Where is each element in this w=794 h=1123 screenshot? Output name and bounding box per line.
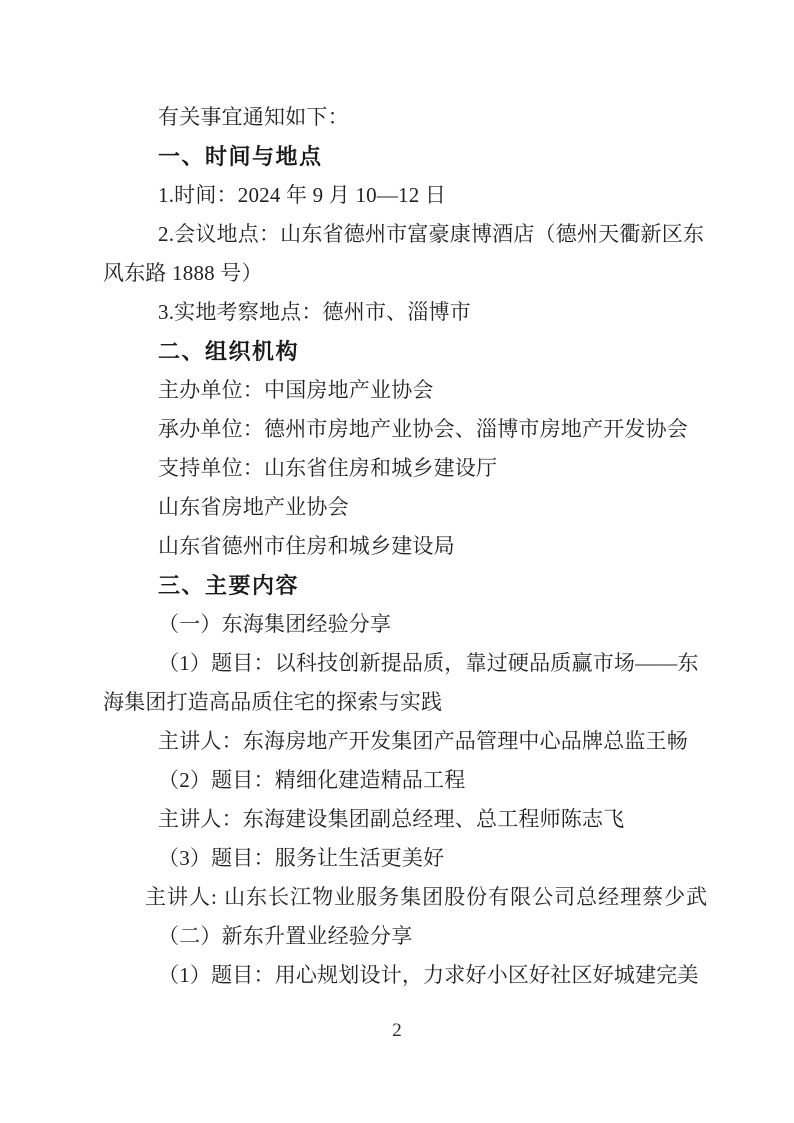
- speaker-1-1: 主讲人：东海房地产开发集团产品管理中心品牌总监王畅: [158, 729, 688, 753]
- topic-group-2-title: （二）新东升置业经验分享: [158, 924, 413, 948]
- speaker-1-3: 主讲人: 山东长江物业服务集团股份有限公司总经理蔡少武: [145, 885, 709, 909]
- organizer-support-1: 支持单位：山东省住房和城乡建设厅: [158, 456, 498, 480]
- notice-intro: 有关事宜通知如下：: [158, 105, 349, 129]
- topic-2-1: （1）题目：用心规划设计，力求好小区好社区好城建完美: [158, 963, 699, 987]
- topic-1-2: （2）题目：精细化建造精品工程: [158, 768, 466, 792]
- topic-group-1-title: （一）东海集团经验分享: [158, 612, 392, 636]
- topic-1-1-line-2: 海集团打造高品质住宅的探索与实践: [103, 690, 443, 714]
- organizer-support-2: 山东省房地产业协会: [158, 495, 349, 519]
- item-site-visit: 3.实地考察地点：德州市、淄博市: [158, 300, 471, 324]
- section-1-heading: 一、时间与地点: [158, 144, 323, 169]
- item-time: 1.时间：2024 年 9 月 10—12 日: [158, 183, 447, 207]
- item-venue-line-2: 风东路 1888 号）: [103, 261, 263, 285]
- section-3-heading: 三、主要内容: [158, 573, 300, 598]
- topic-1-1-line-1: （1）题目：以科技创新提品质，靠过硬品质赢市场——东: [158, 651, 699, 675]
- organizer-undertaker: 承办单位：德州市房地产业协会、淄博市房地产开发协会: [158, 417, 688, 441]
- organizer-support-3: 山东省德州市住房和城乡建设局: [158, 534, 455, 558]
- page-number: 2: [392, 1020, 402, 1041]
- organizer-host: 主办单位：中国房地产业协会: [158, 378, 434, 402]
- item-venue-line-1: 2.会议地点：山东省德州市富豪康博酒店（德州天衢新区东: [158, 222, 705, 246]
- topic-1-3: （3）题目：服务让生活更美好: [158, 846, 445, 870]
- section-2-heading: 二、组织机构: [158, 339, 300, 364]
- speaker-1-2: 主讲人：东海建设集团副总经理、总工程师陈志飞: [158, 807, 625, 831]
- notice-body: [103, 98, 743, 995]
